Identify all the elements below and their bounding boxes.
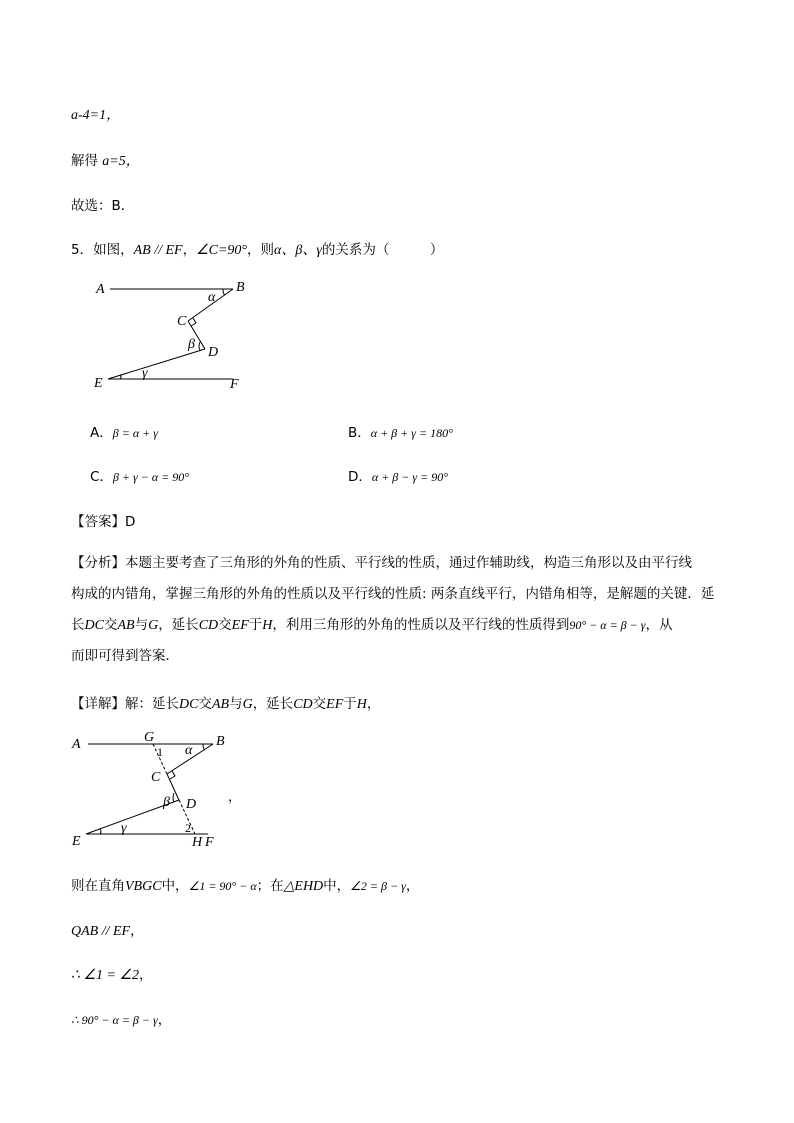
analysis-text-2: 构成的内错角，掌握三角形的外角的性质以及平行线的性质: 两条直线平行，内错角相等，是解题的关键．延 bbox=[71, 586, 715, 602]
gamma-arc bbox=[120, 375, 121, 379]
step1-t3: ；在 bbox=[256, 878, 284, 894]
detail-t5: 交 bbox=[312, 696, 327, 712]
analysis-row-2 bbox=[71, 579, 721, 610]
analysis-text-4: 而即可得到答案． bbox=[71, 648, 179, 664]
option-c bbox=[90, 465, 189, 485]
step1-m4: ∠2 = β − γ bbox=[350, 879, 406, 893]
step-3 bbox=[71, 963, 152, 984]
label2-A: A bbox=[72, 737, 81, 752]
label-C: C bbox=[177, 314, 187, 329]
label2-gamma: γ bbox=[121, 821, 127, 836]
analysis-m3d: CD bbox=[198, 618, 219, 633]
step3-t: ， bbox=[138, 967, 153, 983]
detail-label: 【详解】 bbox=[71, 696, 125, 712]
detail-t7: ， bbox=[366, 696, 381, 712]
analysis-m3c: G bbox=[148, 618, 159, 633]
detail-t3: 与 bbox=[229, 696, 243, 712]
analysis-t3c: 与 bbox=[134, 617, 149, 633]
label-gamma: γ bbox=[142, 366, 148, 381]
step1-m1: VBGC bbox=[125, 879, 162, 894]
step1-m3: △EHD bbox=[283, 879, 324, 894]
option-b-formula: α + β + γ = 180° bbox=[370, 426, 453, 440]
analysis-m3e: EF bbox=[231, 618, 249, 633]
question-number: 5．如图， bbox=[71, 242, 134, 258]
question-sep-2: ，则 bbox=[247, 242, 275, 258]
beta-arc bbox=[199, 342, 200, 350]
step-4 bbox=[71, 1008, 171, 1028]
option-d bbox=[348, 465, 448, 485]
detail-t2: 交 bbox=[198, 696, 212, 712]
label2-F: F bbox=[205, 835, 214, 850]
step1-t2: 中， bbox=[161, 878, 189, 894]
gamma-arc-2 bbox=[100, 829, 101, 834]
line-de bbox=[108, 349, 205, 379]
analysis-t3h: ，从 bbox=[645, 617, 673, 633]
option-d-letter: D． bbox=[348, 469, 372, 485]
label2-one: 1 bbox=[157, 745, 163, 759]
answer-label: 【答案】 bbox=[71, 514, 125, 530]
answer-line bbox=[71, 510, 135, 530]
question-math-parallel: AB // EF bbox=[133, 243, 183, 258]
label-F: F bbox=[230, 377, 239, 392]
option-c-letter: C． bbox=[90, 469, 113, 485]
option-d-formula: α + β − γ = 90° bbox=[371, 470, 449, 484]
intro-solve-math: a=5， bbox=[102, 154, 140, 169]
question-sep-1: ， bbox=[182, 242, 197, 258]
step4-t: ， bbox=[157, 1012, 172, 1028]
step1-t4: 中， bbox=[323, 878, 351, 894]
label2-G: G bbox=[144, 730, 155, 745]
option-b-letter: B． bbox=[348, 425, 371, 441]
figure-2-diagram bbox=[68, 728, 238, 853]
label2-E: E bbox=[72, 834, 81, 849]
intro-solve-text: 解得 bbox=[71, 153, 103, 169]
label2-two: 2 bbox=[185, 821, 191, 835]
option-a-letter: A． bbox=[90, 425, 113, 441]
detail-t1: 解：延长 bbox=[125, 696, 179, 712]
detail-m5: EF bbox=[326, 697, 344, 712]
detail-m1: DC bbox=[179, 697, 199, 712]
option-a bbox=[90, 421, 158, 441]
right-angle-mark-2 bbox=[170, 771, 175, 779]
analysis-t3e: 交 bbox=[218, 617, 232, 633]
answer-value: D bbox=[125, 514, 136, 530]
label2-D: D bbox=[186, 797, 197, 812]
beta-arc-2 bbox=[173, 793, 174, 802]
option-c-formula: β + γ − α = 90° bbox=[112, 470, 190, 484]
analysis-row-4 bbox=[71, 641, 721, 672]
alpha-arc bbox=[223, 289, 225, 295]
label2-C: C bbox=[151, 770, 161, 785]
question-tail: 的关系为（ ） bbox=[321, 242, 444, 258]
detail-t4: ，延长 bbox=[252, 696, 294, 712]
label2-H: H bbox=[192, 835, 203, 850]
intro-line-1 bbox=[71, 104, 120, 124]
step1-m2: ∠1 = 90° − α bbox=[188, 879, 257, 893]
label-D: D bbox=[208, 345, 219, 360]
analysis-t3f: 于 bbox=[248, 617, 263, 633]
intro-choice: 故选：B． bbox=[71, 198, 135, 214]
label-beta: β bbox=[188, 337, 195, 352]
analysis-row-1 bbox=[71, 548, 721, 579]
detail-m4: CD bbox=[293, 697, 313, 712]
detail-m2: AB bbox=[211, 697, 230, 712]
analysis-text-1: 本题主要考查了三角形的外角的性质、平行线的性质，通过作辅助线，构造三角形以及由平行线 bbox=[125, 555, 692, 571]
detail-m6: H bbox=[356, 697, 367, 712]
step3-m: ∴ ∠1 = ∠2 bbox=[71, 968, 139, 983]
step-1 bbox=[71, 874, 419, 895]
label2-alpha: α bbox=[185, 743, 193, 758]
option-a-formula: β = α + γ bbox=[112, 426, 158, 440]
analysis-m3g: 90° − α = β − γ bbox=[569, 618, 646, 632]
step2-m: QAB // EF bbox=[71, 924, 131, 939]
question-math-greek: α、β、γ bbox=[274, 243, 322, 258]
step1-t1: 则在直角 bbox=[71, 878, 125, 894]
analysis-m3f: H bbox=[262, 618, 273, 633]
analysis-t3b: 交 bbox=[103, 617, 118, 633]
right-angle-mark bbox=[191, 318, 196, 326]
question-stem bbox=[71, 238, 443, 259]
analysis-label: 【分析】 bbox=[71, 555, 125, 571]
label-A: A bbox=[96, 282, 105, 297]
label-E: E bbox=[94, 376, 103, 391]
detail-line bbox=[71, 692, 380, 713]
figure-2-comma bbox=[228, 785, 242, 805]
analysis-m3a: DC bbox=[84, 618, 104, 633]
question-math-angle: ∠C=90° bbox=[196, 243, 248, 258]
step1-t5: ， bbox=[405, 878, 420, 894]
figure-2-comma-text: ， bbox=[228, 789, 242, 805]
step4-m: ∴ 90° − α = β − γ bbox=[71, 1013, 158, 1027]
analysis-block bbox=[71, 548, 721, 672]
option-b bbox=[348, 421, 453, 441]
step2-t: ， bbox=[130, 923, 144, 939]
analysis-row-3 bbox=[71, 610, 721, 641]
label-alpha: α bbox=[208, 290, 216, 305]
step-2 bbox=[71, 919, 144, 940]
analysis-t3g: ，利用三角形的外角的性质以及平行线的性质得到 bbox=[272, 617, 570, 633]
intro-line-2 bbox=[71, 149, 140, 170]
label-B: B bbox=[236, 280, 245, 295]
label2-beta: β bbox=[163, 795, 170, 810]
label2-B: B bbox=[216, 734, 225, 749]
detail-t6: 于 bbox=[343, 696, 357, 712]
analysis-t3d: ，延长 bbox=[158, 617, 199, 633]
analysis-m3b: AB bbox=[117, 618, 135, 633]
figure-1-diagram bbox=[90, 275, 260, 395]
analysis-t3a: 长 bbox=[71, 617, 85, 633]
intro-equation: a-4=1， bbox=[71, 108, 121, 123]
intro-line-3 bbox=[71, 194, 134, 214]
detail-m3: G bbox=[242, 697, 253, 712]
